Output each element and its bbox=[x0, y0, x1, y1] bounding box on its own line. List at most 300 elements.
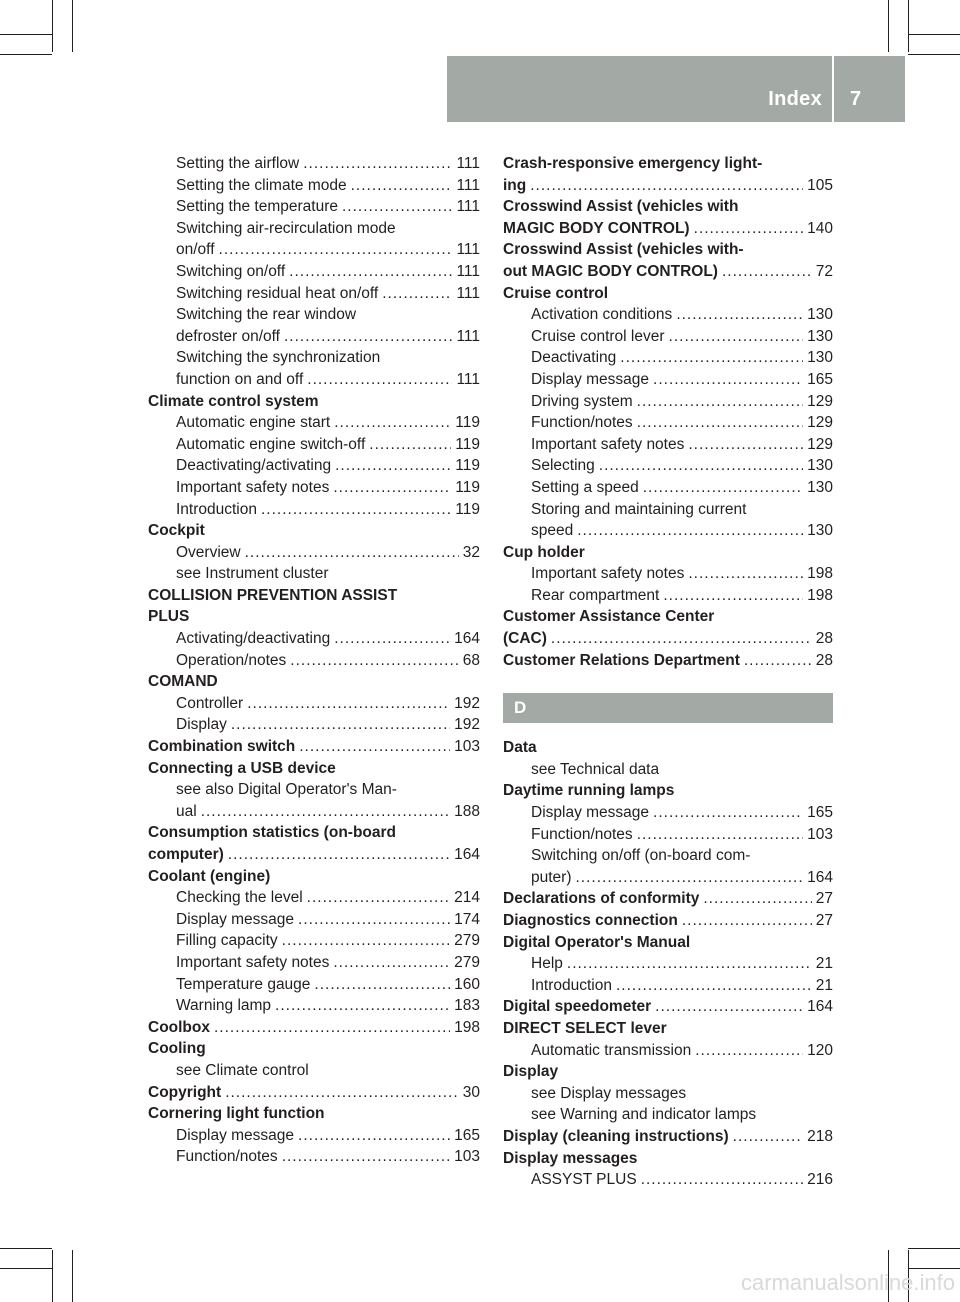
entry-text: Customer Assistance Center bbox=[503, 608, 715, 626]
crop-mark bbox=[52, 0, 53, 52]
entry-page-number: 111 bbox=[456, 284, 480, 302]
index-subentry bbox=[148, 455, 480, 477]
entry-text: Display bbox=[503, 1063, 559, 1081]
index-subentry bbox=[503, 845, 833, 867]
page-header-bar bbox=[447, 56, 905, 122]
leader-dots bbox=[637, 824, 803, 846]
entry-page-number: 105 bbox=[807, 176, 833, 194]
leader-dots bbox=[307, 887, 450, 909]
index-subentry bbox=[503, 434, 833, 456]
entry-text: COLLISION PREVENTION ASSIST bbox=[148, 586, 398, 604]
entry-page-number: 192 bbox=[454, 716, 480, 734]
leader-dots bbox=[744, 650, 812, 672]
index-subentry bbox=[148, 952, 480, 974]
index-subentry bbox=[148, 261, 480, 283]
index-subentry bbox=[503, 1169, 833, 1191]
index-subentry bbox=[148, 909, 480, 931]
entry-page-number: 130 bbox=[807, 327, 833, 345]
index-subentry bbox=[148, 693, 480, 715]
entry-text: Filling capacity bbox=[176, 932, 278, 950]
entry-page-number: 130 bbox=[807, 478, 833, 496]
page-number: 7 bbox=[850, 88, 862, 110]
entry-text: see Instrument cluster bbox=[176, 565, 329, 583]
entry-text: Display message bbox=[176, 1126, 295, 1144]
entry-page-number: 111 bbox=[456, 176, 480, 194]
crop-mark bbox=[908, 1268, 960, 1269]
index-entry bbox=[148, 758, 480, 780]
header-divider bbox=[832, 56, 834, 122]
entry-text: Digital Operator's Manual bbox=[503, 933, 691, 951]
leader-dots bbox=[643, 477, 803, 499]
entry-text: see also Digital Operator's Man- bbox=[176, 781, 397, 799]
index-subentry bbox=[148, 779, 480, 801]
index-subentry bbox=[503, 824, 833, 846]
index-subentry bbox=[503, 347, 833, 369]
entry-text: Declarations of conformity bbox=[503, 890, 700, 908]
entry-text: Display message bbox=[531, 804, 650, 822]
leader-dots bbox=[551, 628, 812, 650]
entry-text: Crosswind Assist (vehicles with bbox=[503, 198, 739, 216]
entry-text: PLUS bbox=[148, 608, 190, 626]
index-column-right bbox=[503, 153, 833, 1191]
index-entry bbox=[148, 866, 480, 888]
entry-page-number: 27 bbox=[815, 912, 833, 929]
entry-text: Selecting bbox=[531, 457, 595, 475]
entry-text: Daytime running lamps bbox=[503, 782, 675, 800]
entry-text: Coolant (engine) bbox=[148, 867, 271, 885]
index-subentry bbox=[503, 499, 833, 521]
index-entry bbox=[503, 542, 833, 564]
index-subentry bbox=[503, 304, 833, 326]
index-entry bbox=[503, 196, 833, 218]
entry-text: Automatic engine switch-off bbox=[176, 435, 366, 453]
entry-text: Switching residual heat on/off bbox=[176, 284, 379, 302]
entry-page-number: 111 bbox=[456, 370, 480, 388]
index-entry bbox=[503, 175, 833, 197]
entry-text: Deactivating bbox=[531, 349, 617, 367]
crop-mark bbox=[0, 34, 52, 35]
index-entry bbox=[503, 153, 833, 175]
leader-dots bbox=[261, 499, 451, 521]
entry-text: Overview bbox=[176, 543, 241, 561]
entry-page-number: 165 bbox=[454, 1126, 480, 1144]
leader-dots bbox=[333, 477, 451, 499]
entry-page-number: 111 bbox=[456, 241, 480, 259]
index-entry bbox=[503, 650, 833, 672]
leader-dots bbox=[369, 434, 451, 456]
entry-text: Cruise control bbox=[503, 284, 609, 302]
index-section-c bbox=[503, 153, 833, 671]
index-subentry bbox=[148, 1125, 480, 1147]
index-subentry bbox=[503, 867, 833, 889]
crop-mark bbox=[888, 0, 889, 52]
index-subentry bbox=[148, 239, 480, 261]
entry-text: MAGIC BODY CONTROL) bbox=[503, 219, 690, 237]
index-entry bbox=[503, 628, 833, 650]
entry-page-number: 119 bbox=[455, 478, 480, 496]
index-subentry bbox=[503, 477, 833, 499]
entry-text: Consumption statistics (on-board bbox=[148, 824, 396, 842]
entry-text: Cornering light function bbox=[148, 1105, 325, 1123]
leader-dots bbox=[245, 542, 459, 564]
leader-dots bbox=[620, 347, 803, 369]
entry-text: (CAC) bbox=[503, 630, 547, 648]
index-subentry bbox=[503, 802, 833, 824]
entry-text: out MAGIC BODY CONTROL) bbox=[503, 262, 718, 280]
index-subentry bbox=[503, 563, 833, 585]
entry-text: DIRECT SELECT lever bbox=[503, 1019, 667, 1037]
leader-dots bbox=[530, 175, 803, 197]
entry-page-number: 130 bbox=[807, 457, 833, 475]
index-subentry bbox=[148, 995, 480, 1017]
entry-text: Function/notes bbox=[176, 1148, 278, 1166]
leader-dots bbox=[284, 326, 452, 348]
entry-page-number: 120 bbox=[807, 1041, 833, 1059]
entry-page-number: 111 bbox=[456, 155, 480, 172]
leader-dots bbox=[688, 563, 803, 585]
entry-text: Climate control system bbox=[148, 392, 319, 410]
entry-page-number: 21 bbox=[815, 976, 833, 994]
entry-text: Help bbox=[531, 955, 563, 973]
index-entry bbox=[503, 910, 833, 932]
entry-text: see Display messages bbox=[531, 1084, 687, 1102]
entry-page-number: 140 bbox=[807, 219, 833, 237]
index-subentry bbox=[503, 369, 833, 391]
entry-text: ual bbox=[176, 802, 197, 820]
entry-page-number: 174 bbox=[454, 910, 480, 928]
entry-text: Switching air-recirculation mode bbox=[176, 219, 396, 237]
entry-text: Setting the temperature bbox=[176, 198, 338, 216]
entry-text: Cup holder bbox=[503, 543, 585, 561]
entry-page-number: 164 bbox=[454, 630, 480, 648]
entry-text: function on and off bbox=[176, 370, 304, 388]
leader-dots bbox=[567, 953, 812, 975]
index-subentry bbox=[503, 455, 833, 477]
section-letter-band: D bbox=[503, 693, 833, 723]
index-entry bbox=[148, 1038, 480, 1060]
entry-text: Switching the synchronization bbox=[176, 349, 381, 367]
entry-page-number: 198 bbox=[454, 1018, 480, 1036]
leader-dots bbox=[219, 239, 453, 261]
leader-dots bbox=[303, 153, 452, 175]
index-subentry bbox=[503, 975, 833, 997]
entry-page-number: 129 bbox=[807, 435, 833, 453]
index-entry bbox=[503, 996, 833, 1018]
leader-dots bbox=[282, 1146, 450, 1168]
index-subentry bbox=[503, 953, 833, 975]
index-entry bbox=[503, 1061, 833, 1083]
leader-dots bbox=[653, 369, 803, 391]
leader-dots bbox=[576, 867, 804, 889]
leader-dots bbox=[599, 455, 803, 477]
entry-page-number: 103 bbox=[454, 738, 480, 756]
index-entry bbox=[503, 1148, 833, 1170]
leader-dots bbox=[669, 326, 804, 348]
entry-text: Important safety notes bbox=[531, 435, 685, 453]
index-entry bbox=[503, 606, 833, 628]
entry-text: Combination switch bbox=[148, 738, 296, 756]
entry-text: ing bbox=[503, 176, 527, 194]
entry-text: Setting the climate mode bbox=[176, 176, 347, 194]
index-subentry bbox=[148, 304, 480, 326]
entry-text: Coolbox bbox=[148, 1018, 210, 1036]
entry-text: Cooling bbox=[148, 1040, 206, 1058]
index-subentry bbox=[148, 434, 480, 456]
leader-dots bbox=[290, 650, 458, 672]
leader-dots bbox=[298, 1125, 450, 1147]
entry-text: Switching the rear window bbox=[176, 306, 357, 324]
index-subentry bbox=[148, 477, 480, 499]
index-subentry bbox=[148, 1060, 480, 1082]
entry-page-number: 32 bbox=[462, 543, 480, 561]
entry-text: Automatic engine start bbox=[176, 414, 331, 432]
entry-page-number: 214 bbox=[454, 889, 480, 907]
entry-text: Crash-responsive emergency light- bbox=[503, 155, 763, 172]
entry-text: Introduction bbox=[531, 976, 612, 994]
entry-text: Activating/deactivating bbox=[176, 630, 331, 648]
crop-mark bbox=[72, 1250, 73, 1302]
entry-page-number: 279 bbox=[454, 932, 480, 950]
index-subentry bbox=[503, 585, 833, 607]
entry-page-number: 218 bbox=[807, 1127, 833, 1145]
leader-dots bbox=[663, 585, 803, 607]
leader-dots bbox=[282, 930, 450, 952]
leader-dots bbox=[695, 1040, 803, 1062]
entry-page-number: 198 bbox=[807, 586, 833, 604]
index-subentry bbox=[148, 542, 480, 564]
entry-page-number: 198 bbox=[807, 565, 833, 583]
entry-text: puter) bbox=[531, 868, 572, 886]
entry-text: Important safety notes bbox=[176, 478, 330, 496]
index-subentry bbox=[148, 801, 480, 823]
leader-dots bbox=[722, 261, 812, 283]
entry-text: Controller bbox=[176, 694, 244, 712]
entry-page-number: 119 bbox=[455, 414, 480, 432]
entry-page-number: 279 bbox=[454, 953, 480, 971]
index-entry bbox=[503, 888, 833, 910]
entry-page-number: 216 bbox=[807, 1171, 833, 1189]
leader-dots bbox=[653, 802, 803, 824]
leader-dots bbox=[247, 693, 450, 715]
entry-text: Setting the airflow bbox=[176, 155, 300, 172]
index-subentry bbox=[148, 563, 480, 585]
entry-page-number: 160 bbox=[454, 975, 480, 993]
index-column-left bbox=[148, 153, 480, 1168]
entry-text: computer) bbox=[148, 846, 224, 863]
index-entry bbox=[148, 1103, 480, 1125]
index-subentry bbox=[503, 391, 833, 413]
entry-text: Switching on/off (on-board com- bbox=[531, 847, 751, 865]
entry-page-number: 164 bbox=[807, 998, 833, 1016]
entry-page-number: 164 bbox=[454, 846, 480, 863]
crop-mark bbox=[0, 1268, 52, 1269]
entry-text: see Climate control bbox=[176, 1061, 309, 1079]
entry-page-number: 30 bbox=[462, 1083, 480, 1101]
entry-page-number: 165 bbox=[807, 804, 833, 822]
watermark: carmanualsonline.info bbox=[740, 1270, 955, 1295]
entry-text: on/off bbox=[176, 241, 215, 259]
entry-page-number: 103 bbox=[454, 1148, 480, 1166]
leader-dots bbox=[225, 1082, 459, 1104]
index-subentry bbox=[148, 1146, 480, 1168]
entry-text: Driving system bbox=[531, 392, 633, 410]
entry-text: Crosswind Assist (vehicles with- bbox=[503, 241, 744, 259]
entry-page-number: 130 bbox=[807, 306, 833, 324]
entry-text: Checking the level bbox=[176, 889, 303, 907]
entry-text: Automatic transmission bbox=[531, 1041, 692, 1059]
entry-text: Temperature gauge bbox=[176, 975, 311, 993]
index-subentry bbox=[148, 499, 480, 521]
index-subentry bbox=[148, 887, 480, 909]
index-subentry bbox=[503, 1104, 833, 1126]
index-subentry bbox=[503, 412, 833, 434]
index-entry bbox=[503, 1018, 833, 1040]
entry-text: Data bbox=[503, 739, 537, 757]
leader-dots bbox=[682, 910, 812, 932]
leader-dots bbox=[314, 974, 450, 996]
index-section-d bbox=[503, 737, 833, 1190]
crop-mark bbox=[72, 0, 73, 52]
entry-text: Important safety notes bbox=[531, 565, 685, 583]
entry-text: Switching on/off bbox=[176, 262, 286, 280]
leader-dots bbox=[616, 975, 812, 997]
entry-page-number: 164 bbox=[807, 868, 833, 886]
index-subentry bbox=[148, 930, 480, 952]
crop-mark bbox=[52, 1250, 53, 1302]
leader-dots bbox=[307, 369, 452, 391]
entry-text: defroster on/off bbox=[176, 327, 280, 345]
index-entry bbox=[148, 844, 480, 866]
entry-page-number: 165 bbox=[807, 370, 833, 388]
index-entry bbox=[503, 261, 833, 283]
leader-dots bbox=[342, 196, 452, 218]
entry-page-number: 72 bbox=[815, 262, 833, 280]
entry-text: speed bbox=[531, 522, 574, 540]
entry-text: Function/notes bbox=[531, 825, 633, 843]
index-subentry bbox=[148, 974, 480, 996]
leader-dots bbox=[334, 412, 451, 434]
entry-page-number: 192 bbox=[454, 694, 480, 712]
index-entry bbox=[503, 239, 833, 261]
leader-dots bbox=[577, 520, 803, 542]
index-entry bbox=[148, 606, 480, 628]
entry-text: Display message bbox=[176, 910, 295, 928]
entry-page-number: 130 bbox=[807, 349, 833, 367]
leader-dots bbox=[351, 175, 453, 197]
index-subentry bbox=[503, 520, 833, 542]
index-subentry bbox=[503, 1083, 833, 1105]
leader-dots bbox=[298, 909, 450, 931]
index-subentry bbox=[148, 369, 480, 391]
crop-mark bbox=[0, 54, 52, 55]
leader-dots bbox=[201, 801, 450, 823]
index-entry bbox=[148, 736, 480, 758]
crop-mark bbox=[908, 1248, 960, 1249]
index-subentry bbox=[148, 153, 480, 175]
leader-dots bbox=[733, 1126, 803, 1148]
index-entry bbox=[148, 1017, 480, 1039]
leader-dots bbox=[334, 628, 450, 650]
crop-mark bbox=[0, 1248, 52, 1249]
index-entry bbox=[503, 737, 833, 759]
crop-mark bbox=[908, 0, 909, 52]
entry-page-number: 119 bbox=[455, 500, 480, 518]
leader-dots bbox=[637, 391, 803, 413]
index-subentry bbox=[148, 283, 480, 305]
entry-text: Display message bbox=[531, 370, 650, 388]
entry-text: Deactivating/activating bbox=[176, 457, 332, 475]
entry-text: COMAND bbox=[148, 673, 218, 691]
leader-dots bbox=[231, 714, 450, 736]
entry-text: Display bbox=[176, 716, 227, 734]
index-subentry bbox=[148, 628, 480, 650]
index-entry bbox=[503, 1126, 833, 1148]
leader-dots bbox=[335, 455, 451, 477]
entry-text: Activation conditions bbox=[531, 306, 673, 324]
index-entry bbox=[503, 932, 833, 954]
leader-dots bbox=[214, 1017, 450, 1039]
leader-dots bbox=[382, 283, 452, 305]
entry-text: Rear compartment bbox=[531, 586, 660, 604]
leader-dots bbox=[228, 844, 450, 866]
index-subentry bbox=[503, 759, 833, 781]
leader-dots bbox=[676, 304, 803, 326]
leader-dots bbox=[655, 996, 803, 1018]
index-entry bbox=[148, 822, 480, 844]
entry-page-number: 130 bbox=[807, 522, 833, 540]
entry-page-number: 119 bbox=[455, 435, 480, 453]
crop-mark bbox=[908, 54, 960, 55]
entry-text: Setting a speed bbox=[531, 478, 639, 496]
leader-dots bbox=[703, 888, 811, 910]
entry-text: Introduction bbox=[176, 500, 257, 518]
entry-page-number: 28 bbox=[815, 630, 833, 648]
leader-dots bbox=[299, 736, 450, 758]
index-entry bbox=[148, 520, 480, 542]
page-title: Index bbox=[768, 88, 822, 110]
entry-text: Diagnostics connection bbox=[503, 912, 678, 929]
index-subentry bbox=[148, 412, 480, 434]
entry-page-number: 111 bbox=[456, 262, 480, 280]
index-subentry bbox=[148, 218, 480, 240]
index-entry bbox=[503, 218, 833, 240]
entry-page-number: 183 bbox=[454, 997, 480, 1015]
entry-text: Warning lamp bbox=[176, 997, 272, 1015]
entry-text: Digital speedometer bbox=[503, 998, 652, 1016]
leader-dots bbox=[641, 1169, 803, 1191]
entry-text: see Warning and indicator lamps bbox=[531, 1106, 757, 1124]
index-subentry bbox=[148, 650, 480, 672]
index-subentry bbox=[148, 714, 480, 736]
index-entry bbox=[148, 585, 480, 607]
entry-page-number: 111 bbox=[456, 327, 480, 345]
entry-page-number: 27 bbox=[815, 890, 833, 908]
entry-text: Connecting a USB device bbox=[148, 759, 336, 777]
entry-text: Storing and maintaining current bbox=[531, 500, 747, 518]
leader-dots bbox=[637, 412, 803, 434]
index-subentry bbox=[503, 326, 833, 348]
entry-page-number: 28 bbox=[815, 651, 833, 669]
index-subentry bbox=[148, 196, 480, 218]
index-entry bbox=[148, 1082, 480, 1104]
leader-dots bbox=[275, 995, 450, 1017]
entry-page-number: 103 bbox=[807, 825, 833, 843]
crop-mark bbox=[908, 34, 960, 35]
leader-dots bbox=[289, 261, 452, 283]
index-subentry bbox=[148, 175, 480, 197]
index-entry bbox=[503, 283, 833, 305]
entry-text: see Technical data bbox=[531, 760, 660, 778]
